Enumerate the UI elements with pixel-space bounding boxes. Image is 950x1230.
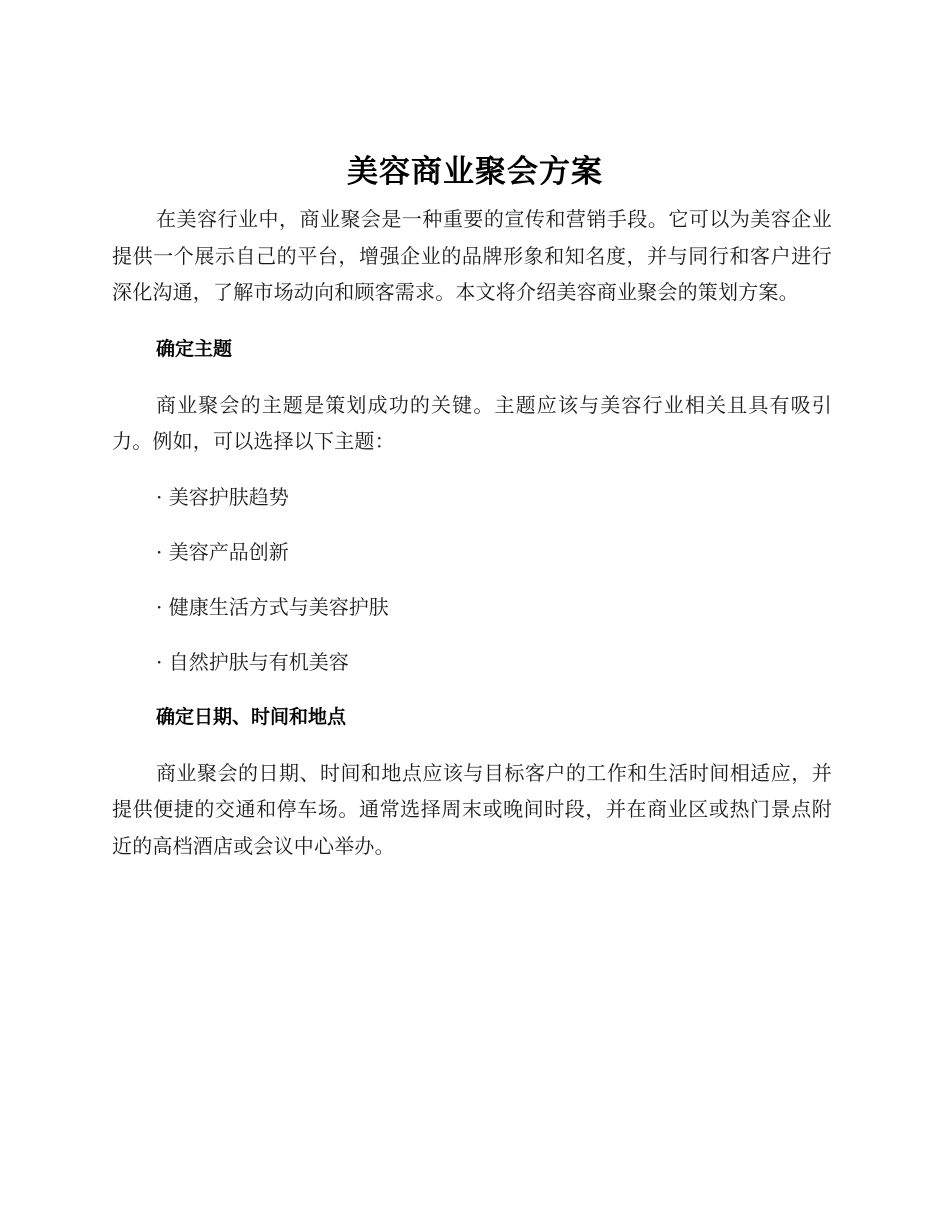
document-title: 美容商业聚会方案: [347, 154, 603, 190]
document-body: [112, 201, 832, 864]
section-heading-logistics: 确定日期、时间和地点: [156, 705, 347, 728]
list-item: · 美容产品创新: [156, 539, 289, 564]
section-paragraph-logistics: 商业聚会的日期、时间和地点应该与目标客户的工作和生活时间相适应，并提供便捷的交通和停车场。通常选择周末或晚间时段，并在商业区或热门景点附近的高档酒店或会议中心举办。: [112, 760, 832, 858]
intro-paragraph: 在美容行业中，商业聚会是一种重要的宣传和营销手段。它可以为美容企业提供一个展示自己的平台，增强企业的品牌形象和知名度，并与同行和客户进行深化沟通，了解市场动向和顾客需求。本文将介绍美容商业聚会的策划方案。: [112, 207, 832, 304]
theme-bullet-list: [112, 479, 832, 680]
section-heading-theme: 确定主题: [156, 337, 233, 360]
list-item: · 美容护肤趋势: [156, 484, 289, 509]
section-paragraph-theme: 商业聚会的主题是策划成功的关键。主题应该与美容行业相关且具有吸引力。例如，可以选择以下主题：: [112, 392, 832, 453]
list-item: · 健康生活方式与美容护肤: [156, 594, 389, 619]
list-item: · 自然护肤与有机美容: [156, 649, 349, 674]
